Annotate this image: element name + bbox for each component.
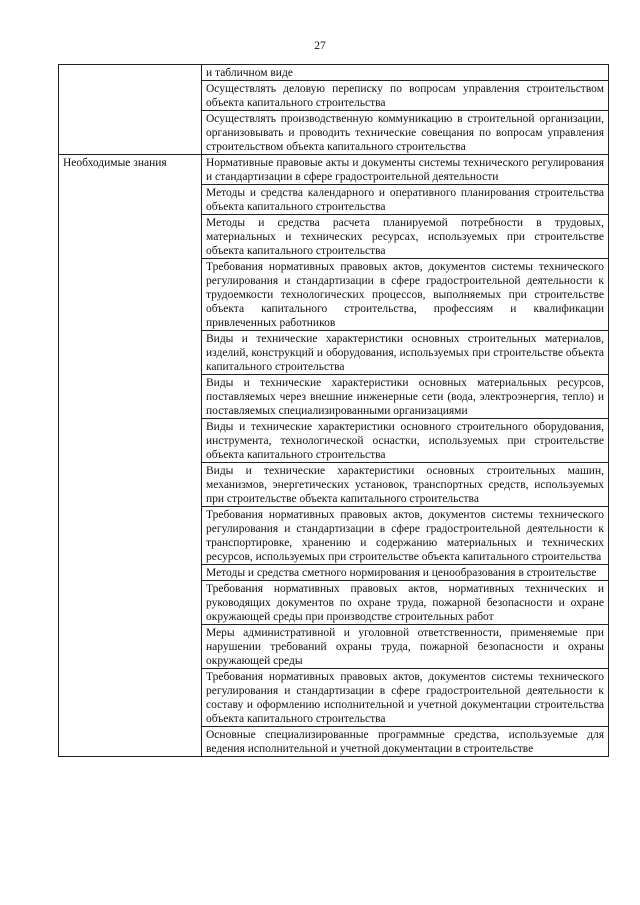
- requirement-cell: Виды и технические характеристики основных материальных ресурсов, поставляемых через внешние инженерные сети (вода, электроэнергия, тепло) и поставляемых специализированными организациями: [202, 375, 609, 419]
- requirement-cell: Основные специализированные программные средства, используемые для ведения исполнительной и учетной документации в строительстве: [202, 727, 609, 757]
- requirement-cell: Методы и средства расчета планируемой потребности в трудовых, материальных и технических ресурсах, используемых при строительстве объекта капитального строительства: [202, 215, 609, 259]
- requirement-cell: Требования нормативных правовых актов, документов системы технического регулирования и стандартизации в сфере градостроительной деятельности к трудоемкости технологических процессов, выполняемых при строительстве объекта капитального строительства, профессиям и квалификации привлеченных работников: [202, 259, 609, 331]
- requirement-cell: Нормативные правовые акты и документы системы технического регулирования и стандартизации в сфере градостроительной деятельности: [202, 155, 609, 185]
- requirement-cell: Осуществлять производственную коммуникацию в строительной организации, организовывать и проводить технические совещания по вопросам управления строительством объекта капитального строительства: [202, 111, 609, 155]
- page-number: 27: [314, 40, 326, 52]
- requirement-cell: Методы и средства сметного нормирования и ценообразования в строительстве: [202, 565, 609, 581]
- table-row: [59, 65, 609, 81]
- requirement-cell: Виды и технические характеристики основных строительных машин, механизмов, энергетических установок, транспортных средств, используемых при строительстве объекта капитального строительства: [202, 463, 609, 507]
- requirement-cell: Виды и технические характеристики основных строительных материалов, изделий, конструкций и оборудования, используемых при строительстве объекта капитального строительства: [202, 331, 609, 375]
- requirement-cell: Осуществлять деловую переписку по вопросам управления строительством объекта капитального строительства: [202, 81, 609, 111]
- requirement-cell: Виды и технические характеристики основного строительного оборудования, инструмента, технологической оснастки, используемых при строительстве объекта капитального строительства: [202, 419, 609, 463]
- requirement-cell: и табличном виде: [202, 65, 609, 81]
- table-row: [59, 155, 609, 185]
- requirements-table: [58, 64, 609, 757]
- row-group-label: Необходимые знания: [59, 155, 202, 757]
- requirement-cell: Требования нормативных правовых актов, документов системы технического регулирования и стандартизации в сфере градостроительной деятельности к транспортировке, хранению и содержанию материальных и технических ресурсов, используемых при строительстве объекта капитального строительства: [202, 507, 609, 565]
- requirement-cell: Меры административной и уголовной ответственности, применяемые при нарушении требований охраны труда, пожарной безопасности и охраны окружающей среды: [202, 625, 609, 669]
- requirement-cell: Требования нормативных правовых актов, документов системы технического регулирования и стандартизации в сфере градостроительной деятельности к составу и оформлению исполнительной и учетной документации строительства объекта капитального строительства: [202, 669, 609, 727]
- requirement-cell: Требования нормативных правовых актов, нормативных технических и руководящих документов по охране труда, пожарной безопасности и охране окружающей среды при производстве строительных работ: [202, 581, 609, 625]
- requirement-cell: Методы и средства календарного и оперативного планирования строительства объекта капитального строительства: [202, 185, 609, 215]
- row-group-label: [59, 65, 202, 155]
